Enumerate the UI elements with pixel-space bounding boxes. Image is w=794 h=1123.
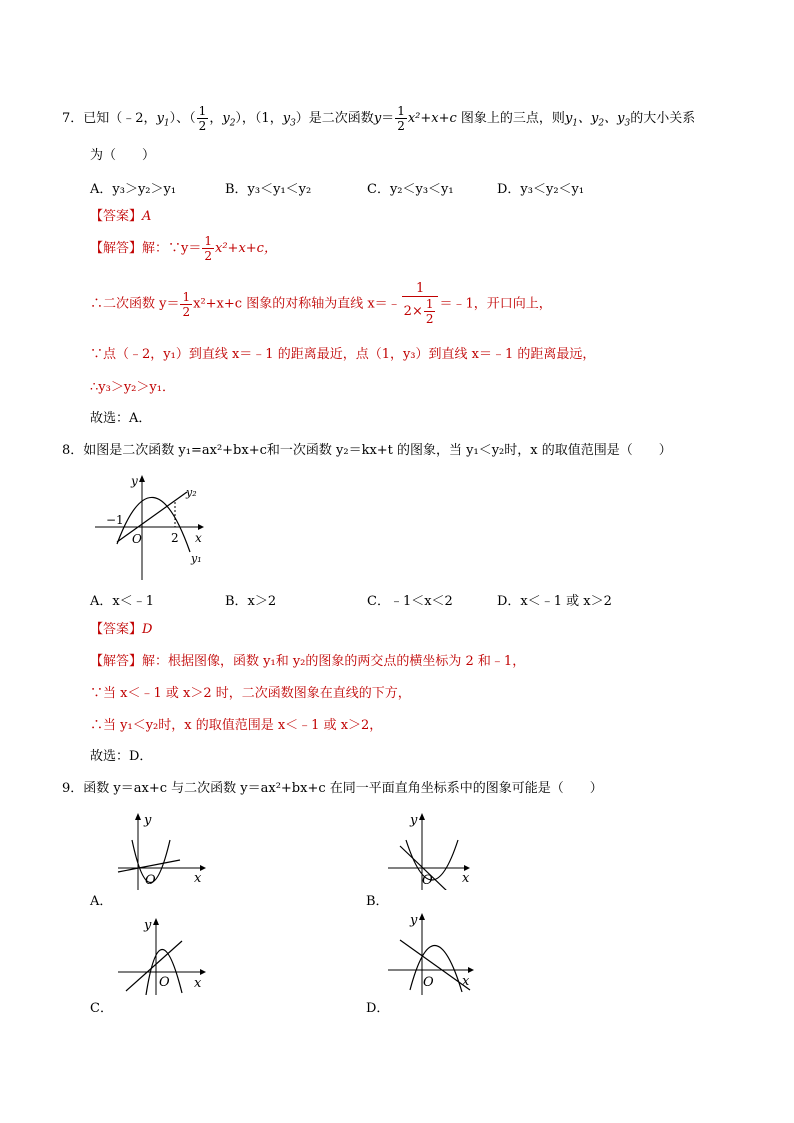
q8-solution-tag: 【解答】 [90,654,143,669]
q7-func-den: 2 [397,119,405,133]
q8-option-d[interactable]: D．x＜﹣1 或 x＞2 [497,594,612,609]
q9b-label-y: y [410,813,418,828]
q9c-label-o: O [159,975,170,990]
q9d-line [400,940,470,990]
q7-text-b: 图象上的三点，则 [460,111,565,126]
q7-sol2-pre: ∴二次函数 y＝ [90,296,180,312]
q7-sep3: ）是二次函数 [295,111,374,126]
q7-sol2-den-b [402,297,439,326]
q7-text-c: 的大小关系 [630,111,696,126]
q7-stem-line1: 7．已知（﹣2，$y_1$）、（ $\frac{1}{2}$ ，$y_2$），（1，$y_3$）是二次函数y＝ $\frac{1}{2}$ x²+x+c 图象上的三点，则$y_1$、$y_2$、$y_3$的大小关系 [62,104,696,133]
q7-sol2-fraction-a [180,290,192,319]
q7-sol2-num-b: 1 [402,282,438,297]
q9b-y-arrow [419,813,425,820]
q7-sol2-inner-fraction [424,297,436,326]
q8-graph [95,472,215,584]
q7-y2: $y_2$ [222,111,236,129]
q8-answer-value: D [142,622,153,637]
q8-option-c[interactable]: C．﹣1＜x＜2 [367,594,453,609]
q7-sol2-inner-den: 2 [425,312,434,326]
q8-y-arrow [139,475,145,482]
q7-y1: $y_1$ [156,111,170,129]
q7-half-num: 1 [198,104,207,118]
q9-option-a[interactable]: A． [90,894,113,909]
q8-x-arrow [198,524,204,530]
q8-label-y1: y₁ [191,552,202,565]
q7-sol2-den-b-text: 2× [403,304,423,319]
q8-parabola-y1 [117,497,190,552]
q8-label-y: y [131,474,138,488]
q7-ys: $y_1$、$y_2$、$y_3$ [564,111,631,129]
q8-solution-line4: 故选：D． [90,749,153,764]
q7-stem-line2: 为（ ） [90,148,156,163]
q9-stem [62,779,603,799]
q9c-x-arrow [200,969,206,975]
q9-option-d[interactable]: D． [366,1001,390,1016]
q9b-label-x: x [462,871,470,886]
q7-solution-line4: ∴y₃＞y₂＞y₁． [90,380,175,395]
q9b-label-o: O [422,873,433,888]
q7-option-a[interactable]: A．y₃＞y₂＞y₁ [90,182,177,197]
q9a-label-y: y [144,813,152,828]
q9-graph-d [382,910,482,995]
q7-solution-line5: 故选：A． [90,411,152,426]
q7-number: 7． [62,111,84,126]
q7-sol2-inner-num: 1 [425,297,434,311]
q7-half-fraction [197,104,209,133]
q7-sol2-post: ＝﹣1，开口向上， [439,296,552,312]
q9-graph-a [112,810,212,890]
q7-half-den: 2 [198,119,207,133]
q7-func-fraction [395,104,407,133]
q7-answer-tag: 【答案】 [90,209,143,224]
q9-number: 9． [62,781,84,796]
q7-solution-line2 [90,282,552,326]
q8-answer [90,620,152,640]
q7-sol2-fraction-b [402,282,439,326]
q9c-y-arrow [153,918,159,925]
q8-sol1-text: 解：根据图像，函数 y₁和 y₂的图象的两交点的横坐标为 2 和﹣1， [142,654,526,669]
q7-sol2-num-a: 1 [182,289,191,304]
q7-sol2-mid: x²+x+c 图象的对称轴为直线 x＝﹣ [193,296,401,312]
q8-answer-tag: 【答案】 [90,622,143,637]
q8-option-b[interactable]: B．x＞2 [225,594,277,609]
q8-solution-line2: ∵当 x＜﹣1 或 x＞2 时，二次函数图象在直线的下方， [90,686,411,701]
q9d-label-x: x [462,974,470,989]
q7-func-tail: x²+x+c [407,111,457,126]
q7-answer [90,207,151,227]
q8-stem [62,441,672,461]
q8-text: 如图是二次函数 y₁=ax²+bx+c和一次函数 y₂＝kx+t 的图象，当 y₁＜y₂时，x 的取值范围是（ ） [83,443,672,458]
q7-sol1-fraction [202,234,214,263]
q9d-label-o: O [423,975,434,990]
q8-label-y2: y₂ [186,486,197,499]
q9-option-c[interactable]: C． [90,1001,113,1016]
q9-graph-c [112,915,212,995]
q7-answer-value: A [142,209,152,224]
q7-sol1-num: 1 [204,234,213,248]
q9a-label-o: O [145,873,156,888]
q9a-label-x: x [194,871,202,886]
q7-sol1-pre: 解：∵y＝ [142,241,202,256]
q7-sol2-den-a: 2 [182,304,191,319]
q7-y3: $y_3$ [282,111,296,129]
q8-solution-line1 [90,652,525,672]
q8-number: 8． [62,443,84,458]
q9d-label-y: y [410,913,418,928]
q7-solution-line1 [90,234,277,264]
q7-option-d[interactable]: D．y₃＜y₂＜y₁ [497,182,585,197]
q7-sol1-den: 2 [204,249,213,263]
q8-label-neg1: −1 [106,513,124,527]
q9d-y-arrow [419,913,425,920]
q7-text-a: 已知（﹣2， [83,111,157,126]
q9a-y-arrow [135,813,141,820]
q7-y-eq: y [373,111,382,126]
q8-label-2: 2 [171,531,179,545]
q7-solution-tag: 【解答】 [90,241,143,256]
q8-solution-line3: ∴当 y₁＜y₂时，x 的取值范围是 x＜﹣1 或 x＞2， [90,718,383,733]
q7-sep2: ），（1， [235,111,283,126]
q9-option-b[interactable]: B． [366,894,389,909]
q9-graph-b [382,810,482,890]
q8-label-o: O [132,532,142,546]
q9d-x-arrow [468,967,474,973]
q9c-label-x: x [194,976,202,991]
q8-option-a[interactable]: A．x＜﹣1 [90,594,154,609]
q7-option-c[interactable]: C．y₂＜y₃＜y₁ [367,182,454,197]
q9a-line [118,860,180,872]
q7-option-b[interactable]: B．y₃＜y₁＜y₂ [225,182,312,197]
q7-sol1-post: x²+x+c， [215,241,277,256]
q9-text: 函数 y＝ax+c 与二次函数 y＝ax²+bx+c 在同一平面直角坐标系中的图象可能是（ ） [83,781,603,796]
q7-solution-line3: ∵点（﹣2，y₁）到直线 x＝﹣1 的距离最近，点（1，y₃）到直线 x＝﹣1 的距离最远， [90,347,596,362]
q7-func-num: 1 [397,104,405,118]
q7-sep1: ）、（ [169,111,196,126]
q9c-label-y: y [144,918,152,933]
q8-label-x: x [195,531,202,545]
